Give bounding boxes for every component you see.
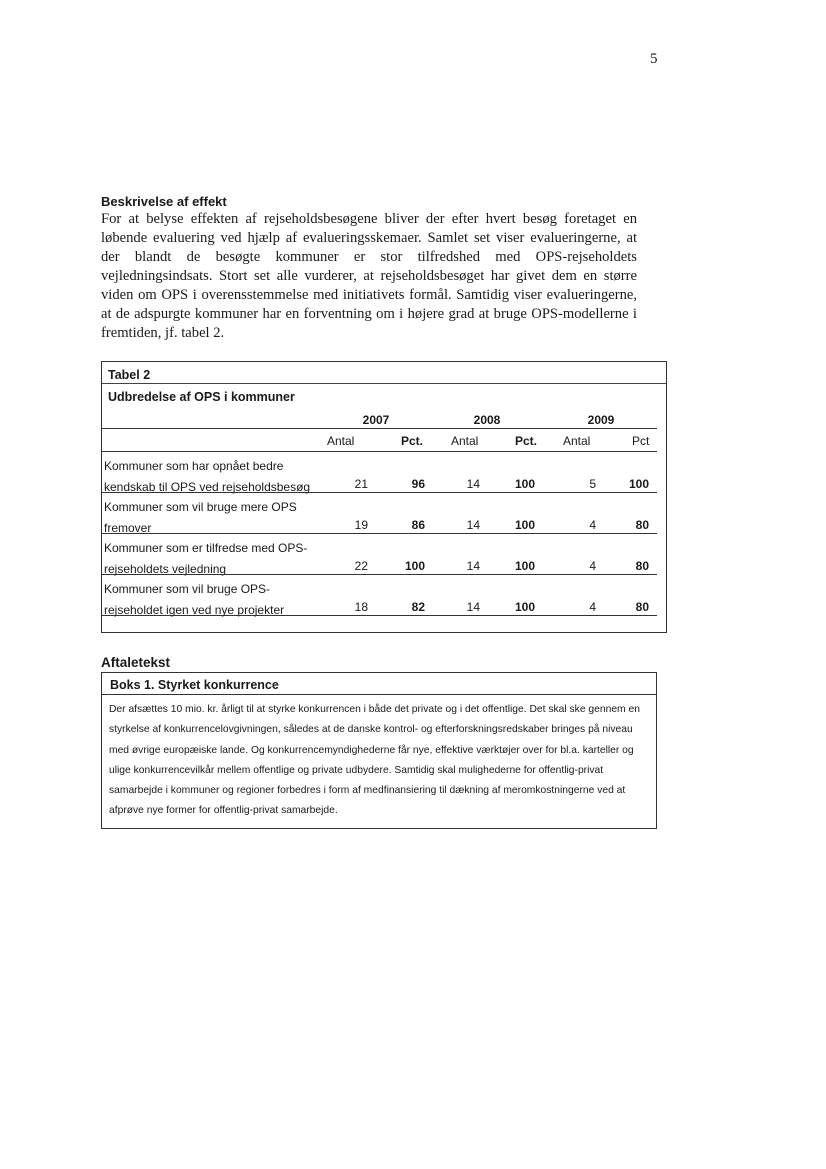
- table-cell: 86: [411, 518, 425, 532]
- header-divider: [102, 428, 657, 429]
- row-label: Kommuner som er tilfredse med OPS-rejseholdets vejledning: [104, 541, 308, 576]
- year-header-2007: 2007: [362, 413, 390, 427]
- table-cell: 14: [466, 559, 480, 573]
- table-cell: 22: [354, 559, 368, 573]
- row-label: Kommuner som vil bruge OPS-rejseholdet igen ved nye projekter: [104, 582, 285, 617]
- table-cell: 80: [635, 600, 649, 614]
- table-cell: 18: [354, 600, 368, 614]
- year-header-2009: 2009: [587, 413, 615, 427]
- subheader-divider: [102, 451, 657, 452]
- body-paragraph: For at belyse effekten af rejseholdsbesøgene bliver der efter hvert besøg foretaget en løbende evaluering ved hjælp af evalueringsskemaer. Samlet set viser evalueringerne, at der blandt de besøgte kommuner er stor tilfredshed med OPS-rejseholdets vejledningsindsats. Stort set alle vurderer, at rejseholdsbesøget har givet dem en større viden om OPS i overensstemmelse med initiativets formål. Samtidig viser evalueringerne, at de adspurgte kommuner har en forventning om i højere grad at bruge OPS-modellerne i fremtiden, jf. tabel 2.: [101, 211, 637, 341]
- page-number: 5: [650, 51, 658, 67]
- col-header-antal: Antal: [563, 434, 591, 448]
- table-cell: 5: [589, 477, 596, 491]
- section-heading: Beskrivelse af effekt: [101, 194, 227, 209]
- table-cell: 100: [628, 477, 649, 491]
- table-cell: 96: [411, 477, 425, 491]
- table-cell: 82: [411, 600, 425, 614]
- table-title: Udbredelse af OPS i kommuner: [108, 390, 295, 404]
- row-label: Kommuner som har opnået bedre kendskab til OPS ved rejseholdsbesøg: [104, 459, 311, 494]
- table-cell: 80: [635, 518, 649, 532]
- table-cell: 4: [589, 559, 596, 573]
- table-cell: 100: [514, 600, 535, 614]
- table-cell: 4: [589, 518, 596, 532]
- box-title-divider: [101, 694, 656, 695]
- table-cell: 21: [354, 477, 368, 491]
- table-cell: 4: [589, 600, 596, 614]
- col-header-antal: Antal: [451, 434, 479, 448]
- col-header-antal: Antal: [327, 434, 355, 448]
- table-cell: 100: [514, 559, 535, 573]
- table-cell: 14: [466, 477, 480, 491]
- row-divider: [102, 533, 657, 534]
- row-label: Kommuner som vil bruge mere OPS fremover: [104, 500, 297, 535]
- table-caption-divider: [102, 383, 666, 384]
- col-header-pct: Pct.: [515, 434, 538, 448]
- table-cell: 100: [514, 477, 535, 491]
- table-2: [101, 361, 667, 633]
- table-cell: 100: [514, 518, 535, 532]
- table-cell: 19: [354, 518, 368, 532]
- box-title: Boks 1. Styrket konkurrence: [110, 678, 279, 692]
- row-divider: [102, 574, 657, 575]
- col-header-pct: Pct: [632, 434, 650, 448]
- row-divider: [102, 615, 657, 616]
- year-header-2008: 2008: [473, 413, 501, 427]
- table-cell: 14: [466, 600, 480, 614]
- table-cell: 100: [404, 559, 425, 573]
- table-cell: 14: [466, 518, 480, 532]
- box-text: Der afsættes 10 mio. kr. årligt til at styrke konkurrencen i både det private og i det offentlige. Det skal ske gennem en styrkelse af konkurrencelovgivningen, således at de danske kontrol- og efterforskningsredskaber bringes på niveau med øvrige europæiske lande. Og konkurrencemyndighederne får nye, effektive værktøjer over for bl.a. karteller og ulige konkurrencevilkår mellem offentlige og private udbydere. Samtidig skal mulighederne for offentlig-privat samarbejde i kommuner og regioner forbedres i form af medfinansiering til dækning af meromkostningerne ved at afprøve nye former for offentlig-privat samarbejde.: [109, 704, 640, 817]
- table-cell: 80: [635, 559, 649, 573]
- col-header-pct: Pct.: [401, 434, 424, 448]
- table-caption: Tabel 2: [108, 368, 151, 382]
- agreement-heading: Aftaletekst: [101, 655, 171, 670]
- row-divider: [102, 492, 657, 493]
